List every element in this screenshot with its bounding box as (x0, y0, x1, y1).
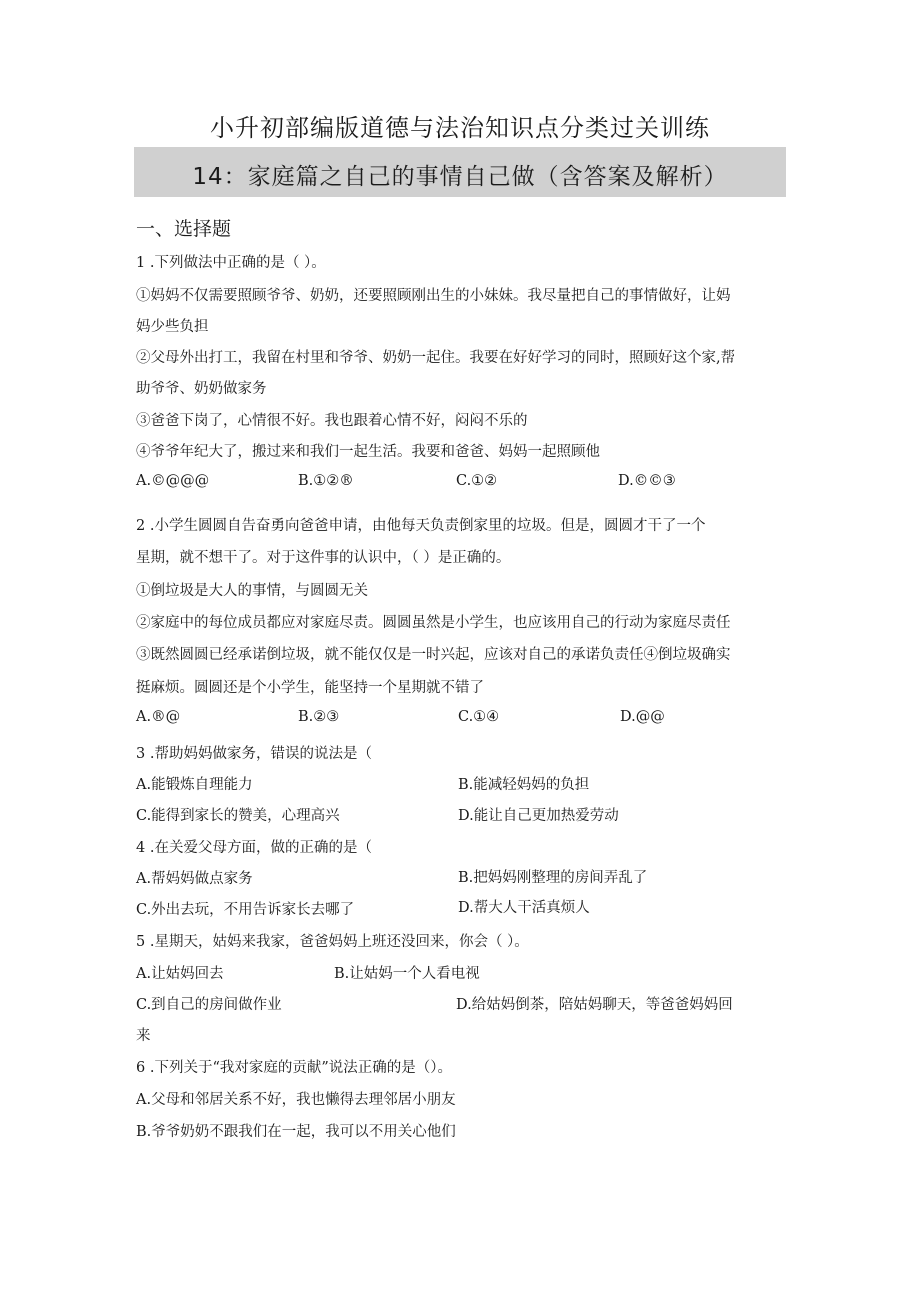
question-5-option-c: C.到自己的房间做作业 (136, 997, 282, 1013)
question-2-statement-4: 挺麻烦。圆圆还是个小学生，能坚持一个星期就不错了 (136, 680, 484, 696)
question-6-option-b: B.爷爷奶奶不跟我们在一起，我可以不用关心他们 (136, 1124, 456, 1140)
question-3-option-b: B.能减轻妈妈的负担 (458, 777, 590, 793)
question-6-option-a: A.父母和邻居关系不好，我也懒得去理邻居小朋友 (136, 1092, 456, 1108)
question-1-statement-3: ③爸爸下岗了，心情很不好。我也跟着心情不好，闷闷不乐的 (136, 413, 528, 429)
question-1-option-b: B.①②® (298, 473, 354, 489)
question-2-stem-cont: 星期，就不想干了。对于这件事的认识中，（ ）是正确的。 (136, 550, 511, 566)
question-4-option-b: B.把妈妈刚整理的房间弄乱了 (458, 870, 648, 886)
question-5-option-a: A.让姑妈回去 (136, 966, 224, 982)
question-3-stem: 3 .帮助妈妈做家务，错误的说法是（ (136, 746, 372, 762)
question-1-statement-2: ②父母外出打工，我留在村里和爷爷、奶奶一起住。我要在好好学习的同时，照顾好这个家,帮 (136, 350, 736, 366)
question-2-statement-3: ③既然圆圆已经承诺倒垃圾，就不能仅仅是一时兴起，应该对自己的承诺负责任④倒垃圾确实 (136, 647, 731, 663)
question-5-option-d-cont: 来 (136, 1028, 151, 1044)
section-heading: 一、选择题 (136, 218, 232, 240)
question-3-option-d: D.能让自己更加热爱劳动 (458, 808, 619, 824)
question-2-statement-1: ①倒垃圾是大人的事情，与圆圆无关 (136, 583, 368, 599)
question-1-statement-1-cont: 妈少些负担 (136, 319, 209, 335)
document-title: 小升初部编版道德与法治知识点分类过关训练 (210, 114, 710, 142)
document-subtitle: 14：家庭篇之自己的事情自己做（含答案及解析） (192, 164, 728, 190)
question-1-option-c: C.①② (456, 473, 498, 489)
question-4-stem: 4 .在关爱父母方面，做的正确的是（ (136, 840, 372, 856)
question-1-option-a: A.©@@@ (136, 473, 210, 489)
question-2-stem: 2 .小学生圆圆自告奋勇向爸爸申请，由他每天负责倒家里的垃圾。但是，圆圆才干了一个 (136, 518, 706, 534)
question-1-statement-4: ④爷爷年纪大了，搬过来和我们一起生活。我要和爸爸、妈妈一起照顾他 (136, 444, 600, 460)
question-5-option-d: D.给姑妈倒茶，陪姑妈聊天，等爸爸妈妈回 (456, 997, 733, 1013)
question-4-option-d: D.帮大人干活真烦人 (458, 900, 590, 916)
question-1-statement-1: ①妈妈不仅需要照顾爷爷、奶奶，还要照顾刚出生的小妹妹。我尽量把自己的事情做好，让妈 (136, 288, 731, 304)
question-4-option-c: C.外出去玩，不用告诉家长去哪了 (136, 902, 355, 918)
question-5-option-b: B.让姑妈一个人看电视 (334, 966, 480, 982)
question-3-option-c: C.能得到家长的赞美，心理高兴 (136, 808, 340, 824)
question-2-statement-2: ②家庭中的每位成员都应对家庭尽责。圆圆虽然是小学生，也应该用自己的行动为家庭尽责任 (136, 615, 731, 631)
question-1-stem: 1 .下列做法中正确的是（ ）。 (136, 255, 326, 271)
question-4-option-a: A.帮妈妈做点家务 (136, 871, 253, 887)
question-6-stem: 6 .下列关于“我对家庭的贡献”说法正确的是（）。 (136, 1060, 453, 1076)
question-2-option-c: C.①④ (458, 709, 500, 725)
question-2-option-b: B.②③ (298, 709, 340, 725)
question-1-option-d: D.©©③ (618, 473, 676, 489)
question-3-option-a: A.能锻炼自理能力 (136, 777, 253, 793)
question-2-option-d: D.@@ (620, 709, 665, 725)
question-1-statement-2-cont: 助爷爷、奶奶做家务 (136, 381, 267, 397)
question-5-stem: 5 .星期天，姑妈来我家，爸爸妈妈上班还没回来，你会（ ）。 (136, 934, 529, 950)
question-2-option-a: A.®@ (136, 709, 181, 725)
